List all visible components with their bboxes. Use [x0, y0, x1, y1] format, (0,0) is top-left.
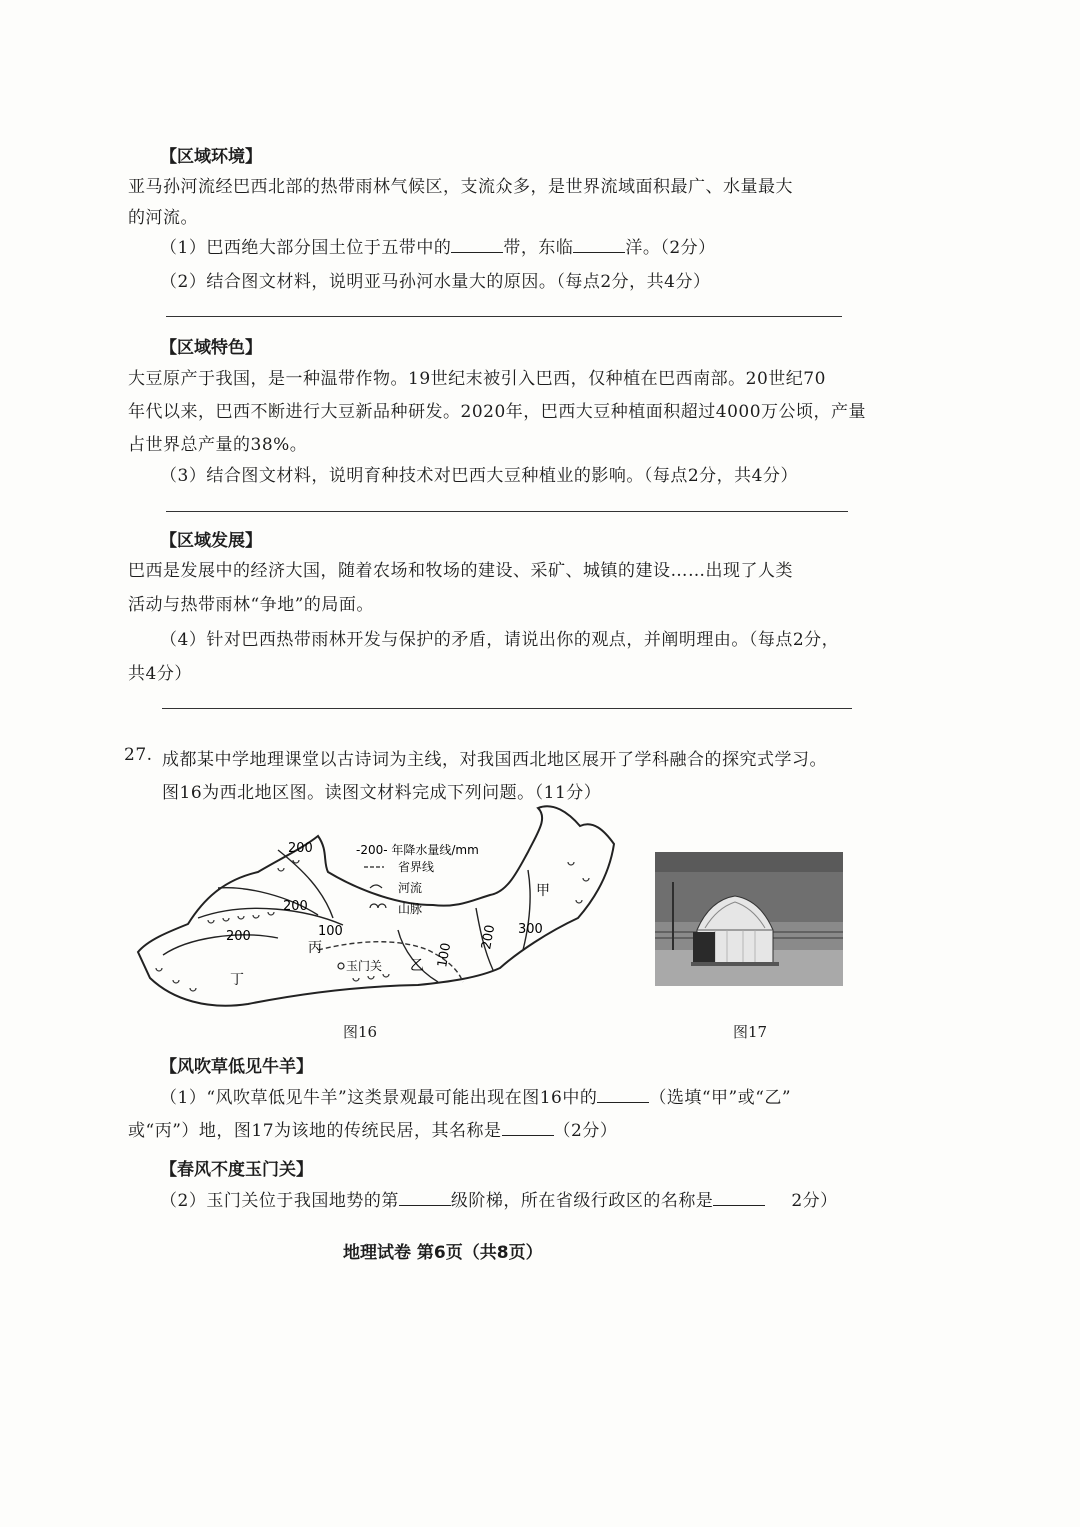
paragraph-amazon-line2: 的河流。 — [128, 208, 198, 228]
heading-regional-features: 【区域特色】 — [160, 338, 262, 358]
heading-wind-grass-cattle: 【风吹草低见牛羊】 — [160, 1057, 313, 1077]
question-2: （2）结合图文材料，说明亚马孙河水量大的原因。（每点2分，共4分） — [160, 272, 711, 292]
page-footer: 地理试卷 第6页（共8页） — [343, 1243, 543, 1263]
legend-border: 省界线 — [398, 860, 435, 874]
question-27-line2: 图16为西北地区图。读图文材料完成下列问题。（11分） — [162, 783, 602, 803]
contour-label: 200 — [479, 923, 499, 951]
contour-label: 100 — [435, 941, 455, 969]
question-1 — [160, 233, 716, 258]
legend-mountain: 山脉 — [398, 902, 423, 916]
question-27-1-line2 — [128, 1116, 617, 1141]
contour-label: 200 — [283, 899, 308, 914]
figure-16-caption: 图16 — [343, 1023, 378, 1041]
answer-blank-zone[interactable] — [451, 235, 503, 253]
question-1-part-b: 带，东临 — [503, 238, 574, 258]
heading-regional-environment: 【区域环境】 — [160, 147, 262, 167]
place-yi: 乙 — [410, 958, 424, 974]
answer-line-q2[interactable] — [166, 316, 842, 317]
question-27-line1: 成都某中学地理课堂以古诗词为主线，对我国西北地区展开了学科融合的探究式学习。 — [162, 750, 827, 770]
answer-blank-location[interactable] — [597, 1085, 649, 1103]
answer-line-q4[interactable] — [162, 708, 852, 709]
legend-mountain-icon — [370, 904, 386, 908]
contour-label: 100 — [318, 924, 343, 939]
answer-blank-dwelling[interactable] — [502, 1118, 554, 1136]
place-bing: 丙 — [308, 940, 322, 956]
question-27-2-part-c: 2分） — [791, 1191, 838, 1211]
place-yumenguan: 玉门关 — [346, 959, 383, 973]
figure-17-caption: 图17 — [733, 1023, 768, 1041]
paragraph-brazil-line1: 巴西是发展中的经济大国，随着农场和牧场的建设、采矿、城镇的建设……出现了人类 — [128, 561, 793, 581]
answer-blank-ocean[interactable] — [573, 235, 625, 253]
legend-river-icon — [370, 885, 382, 888]
heading-spring-wind-yumen-pass: 【春风不度玉门关】 — [160, 1160, 313, 1180]
question-3: （3）结合图文材料，说明育种技术对巴西大豆种植业的影响。（每点2分，共4分） — [160, 466, 798, 486]
northwest-china-map — [128, 800, 628, 1030]
paragraph-soybean-line1: 大豆原产于我国，是一种温带作物。19世纪末被引入巴西，仅种植在巴西南部。20世纪70 — [128, 369, 826, 389]
question-27-2 — [160, 1186, 838, 1211]
contour-label: 200 — [226, 929, 251, 944]
place-jia: 甲 — [536, 883, 550, 899]
question-27-1-part-b: （选填“甲”或“乙” — [649, 1088, 792, 1108]
paragraph-soybean-line2: 年代以来，巴西不断进行大豆新品种研发。2020年，巴西大豆种植面积超过4000万公顷，产量 — [128, 402, 867, 422]
heading-regional-development: 【区域发展】 — [160, 531, 262, 551]
yurt-photo — [655, 852, 843, 986]
answer-blank-province[interactable] — [713, 1188, 765, 1206]
question-4-line1: （4）针对巴西热带雨林开发与保护的矛盾，请说出你的观点，并阐明理由。（每点2分， — [160, 630, 840, 650]
map-outline — [138, 806, 614, 1005]
place-ding: 丁 — [230, 972, 244, 988]
question-27-1-line2-b: （2分） — [553, 1121, 618, 1141]
legend-river: 河流 — [398, 881, 423, 895]
question-4-line2: 共4分） — [128, 664, 192, 684]
answer-line-q3[interactable] — [166, 511, 848, 512]
question-27-2-part-a: （2）玉门关位于我国地势的第 — [160, 1191, 399, 1211]
paragraph-soybean-line3: 占世界总产量的38%。 — [128, 435, 308, 455]
question-1-part-a: （1）巴西绝大部分国土位于五带中的 — [160, 238, 452, 258]
question-27-number: 27. — [124, 745, 153, 765]
contour-label: 300 — [518, 922, 543, 937]
paragraph-brazil-line2: 活动与热带雨林“争地”的局面。 — [128, 595, 374, 615]
question-27-1-line1 — [160, 1083, 791, 1108]
answer-blank-terrace[interactable] — [399, 1188, 451, 1206]
question-27-1-line2-a: 或“丙”）地，图17为该地的传统民居，其名称是 — [128, 1121, 502, 1141]
question-27-2-part-b: 级阶梯，所在省级行政区的名称是 — [450, 1191, 714, 1211]
contour-label: 200 — [288, 841, 313, 856]
question-1-part-c: 洋。（2分） — [625, 238, 716, 258]
question-27-1-part-a: （1）“风吹草低见牛羊”这类景观最可能出现在图16中的 — [160, 1088, 598, 1108]
legend-isohyet: -200- 年降水量线/mm — [356, 843, 479, 857]
paragraph-amazon-line1: 亚马孙河流经巴西北部的热带雨林气候区，支流众多，是世界流域面积最广、水量最大 — [128, 177, 793, 197]
yumenguan-point-icon — [338, 963, 344, 969]
